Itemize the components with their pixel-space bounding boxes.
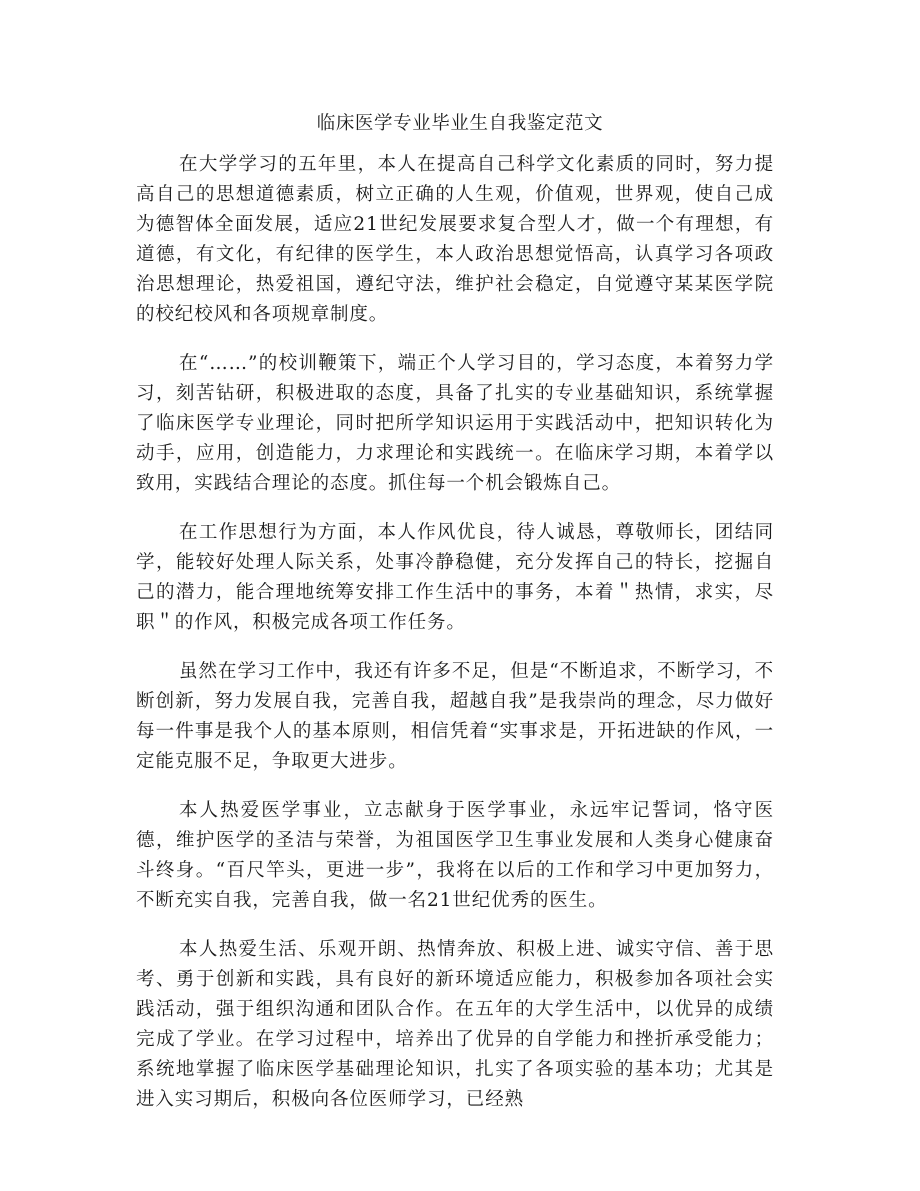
paragraph-5: 本人热爱医学事业，立志献身于医学事业，永远牢记誓词，恪守医德，维护医学的圣洁与荣誉，为祖国医学卫生事业发展和人类身心健康奋斗终身。“百尺竿头，更进一步”，我将在以后的工作和学习中更加努力，不断充实自我，完善自我，做一名21世纪优秀的医生。 (136, 800, 774, 911)
paragraph-6: 本人热爱生活、乐观开朗、热情奔放、积极上进、诚实守信、善于思考、勇于创新和实践，具有良好的新环境适应能力，积极参加各项社会实践活动，强于组织沟通和团队合作。在五年的大学生活中，以优异的成绩完成了学业。在学习过程中，培养出了优异的自学能力和挫折承受能力；系统地掌握了临床医学基础理论知识，扎实了各项实验的基本功；尤其是进入实习期后，积极向各位医师学习，已经熟 (136, 939, 774, 1110)
paragraph-1: 在大学学习的五年里，本人在提高自己科学文化素质的同时，努力提高自己的思想道德素质，树立正确的人生观，价值观，世界观，使自己成为德智体全面发展，适应21世纪发展要求复合型人才，做一个有理想，有道德，有文化，有纪律的医学生，本人政治思想觉悟高，认真学习各项政治思想理论，热爱祖国，遵纪守法，维护社会稳定，自觉遵守某某医学院的校纪校风和各项规章制度。 (136, 154, 774, 325)
paragraph-2: 在“……”的校训鞭策下，端正个人学习目的，学习态度，本着努力学习，刻苦钻研，积极进取的态度，具备了扎实的专业基础知识，系统掌握了临床医学专业理论，同时把所学知识运用于实践活动中，把知识转化为动手，应用，创造能力，力求理论和实践统一。在临床学习期，本着学以致用，实践结合理论的态度。抓住每一个机会锻炼自己。 (136, 353, 774, 494)
paragraph-4: 虽然在学习工作中，我还有许多不足，但是“不断追求，不断学习，不断创新，努力发展自我，完善自我，超越自我”是我崇尚的理念，尽力做好每一件事是我个人的基本原则，相信凭着“实事求是，开拓进缺的作风，一定能克服不足，争取更大进步。 (136, 661, 774, 772)
document-title: 临床医学专业毕业生自我鉴定范文 (316, 113, 604, 134)
paragraph-3: 在工作思想行为方面，本人作风优良，待人诚恳，尊敬师长，团结同学，能较好处理人际关系，处事冷静稳健，充分发挥自己的特长，挖掘自己的潜力，能合理地统筹安排工作生活中的事务，本着＂热情，求实，尽职＂的作风，积极完成各项工作任务。 (136, 522, 774, 633)
document-body (136, 150, 774, 1134)
